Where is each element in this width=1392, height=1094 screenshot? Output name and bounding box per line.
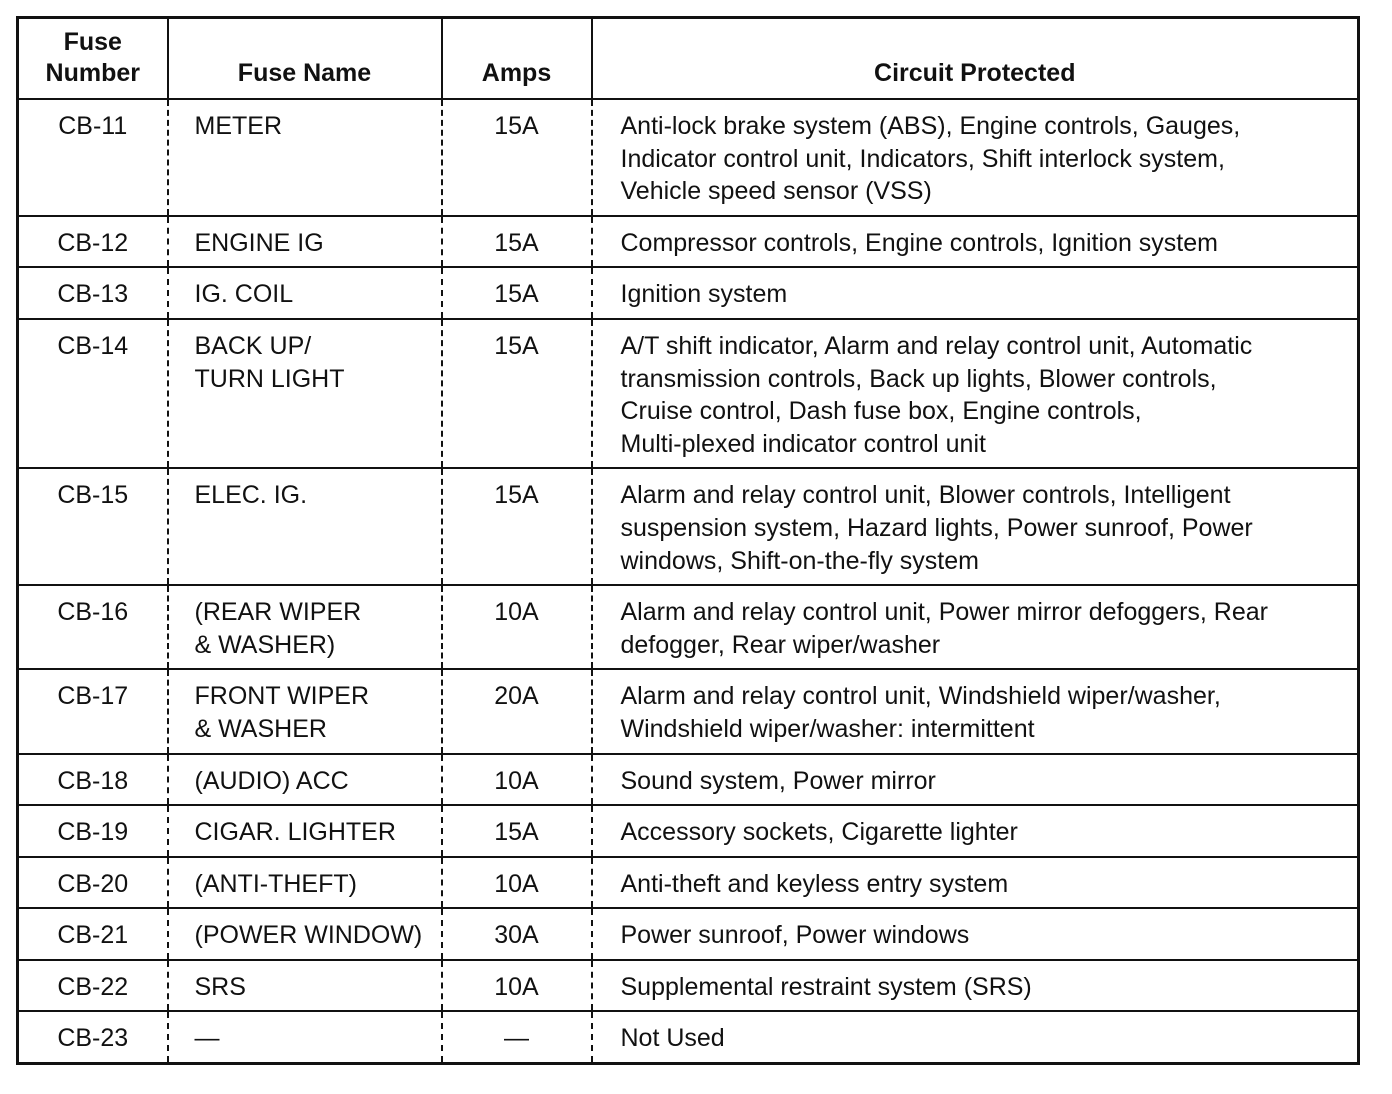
circuit-protected-line: suspension system, Hazard lights, Power sunroof, Power bbox=[620, 513, 1253, 542]
fuse-number-cell: CB-20 bbox=[18, 857, 168, 909]
fuse-amps-cell: 30A bbox=[442, 908, 592, 960]
fuse-name-cell bbox=[168, 585, 442, 669]
fuse-name-line: — bbox=[194, 1024, 220, 1053]
fuse-name-line: & WASHER) bbox=[194, 630, 336, 659]
fuse-amps-cell: 15A bbox=[442, 805, 592, 857]
circuit-protected-line: Ignition system bbox=[620, 280, 788, 309]
circuit-protected-line: Sound system, Power mirror bbox=[620, 766, 936, 795]
fuse-number-cell: CB-16 bbox=[18, 585, 168, 669]
fuse-name-line: (POWER WINDOW) bbox=[194, 921, 423, 950]
fuse-amps-cell: 15A bbox=[442, 267, 592, 319]
fuse-name-line: & WASHER bbox=[194, 714, 327, 743]
fuse-name-cell bbox=[168, 669, 442, 753]
circuit-protected-line: Cruise control, Dash fuse box, Engine controls, bbox=[620, 397, 1142, 426]
fuse-name-line: (REAR WIPER bbox=[194, 598, 362, 627]
fuse-amps-cell: — bbox=[442, 1011, 592, 1063]
circuit-protected-cell bbox=[592, 960, 1359, 1012]
circuit-protected-line: Accessory sockets, Cigarette lighter bbox=[620, 818, 1018, 847]
circuit-protected-line: Anti-lock brake system (ABS), Engine controls, Gauges, bbox=[620, 112, 1241, 140]
fuse-name-cell bbox=[168, 908, 442, 960]
circuit-protected-line: Not Used bbox=[620, 1024, 725, 1053]
fuse-name-cell bbox=[168, 960, 442, 1012]
circuit-protected-cell bbox=[592, 908, 1359, 960]
fuse-number-cell: CB-14 bbox=[18, 319, 168, 468]
fuse-number-cell: CB-23 bbox=[18, 1011, 168, 1063]
fuse-name-line: TURN LIGHT bbox=[194, 364, 345, 393]
circuit-protected-line: Anti-theft and keyless entry system bbox=[620, 869, 1009, 898]
table-row bbox=[18, 267, 1359, 319]
circuit-protected-line: Alarm and relay control unit, Windshield wiper/washer, bbox=[620, 682, 1221, 711]
circuit-protected-line: Indicator control unit, Indicators, Shift interlock system, bbox=[620, 144, 1225, 173]
fuse-name-cell bbox=[168, 805, 442, 857]
fuse-name-line: BACK UP/ bbox=[194, 331, 312, 360]
circuit-protected-cell bbox=[592, 1011, 1359, 1063]
fuse-amps-cell: 15A bbox=[442, 216, 592, 268]
fuse-table bbox=[16, 16, 1360, 1065]
fuse-name-cell bbox=[168, 857, 442, 909]
table-row bbox=[18, 669, 1359, 753]
table-row bbox=[18, 857, 1359, 909]
header-fuse-number bbox=[18, 18, 168, 100]
circuit-protected-cell bbox=[592, 754, 1359, 806]
fuse-name-cell bbox=[168, 216, 442, 268]
fuse-amps-cell: 15A bbox=[442, 99, 592, 216]
fuse-name-line: (ANTI-THEFT) bbox=[194, 869, 357, 898]
fuse-name-line: CIGAR. LIGHTER bbox=[194, 818, 396, 847]
circuit-protected-cell bbox=[592, 267, 1359, 319]
circuit-protected-line: Supplemental restraint system (SRS) bbox=[620, 972, 1032, 1001]
fuse-number-cell: CB-17 bbox=[18, 669, 168, 753]
circuit-protected-line: Windshield wiper/washer: intermittent bbox=[620, 714, 1035, 743]
circuit-protected-line: Power sunroof, Power windows bbox=[620, 921, 970, 950]
circuit-protected-cell bbox=[592, 216, 1359, 268]
fuse-number-cell: CB-21 bbox=[18, 908, 168, 960]
fuse-amps-cell: 10A bbox=[442, 754, 592, 806]
circuit-protected-cell bbox=[592, 857, 1359, 909]
fuse-amps-cell: 15A bbox=[442, 319, 592, 468]
table-row bbox=[18, 908, 1359, 960]
circuit-protected-cell bbox=[592, 805, 1359, 857]
circuit-protected-cell bbox=[592, 99, 1359, 216]
table-row bbox=[18, 99, 1359, 216]
fuse-number-cell: CB-18 bbox=[18, 754, 168, 806]
circuit-protected-line: Vehicle speed sensor (VSS) bbox=[620, 177, 932, 206]
table-row bbox=[18, 1011, 1359, 1063]
circuit-protected-cell bbox=[592, 468, 1359, 585]
fuse-name-line: (AUDIO) ACC bbox=[194, 766, 349, 795]
fuse-name-cell bbox=[168, 99, 442, 216]
fuse-name-cell bbox=[168, 1011, 442, 1063]
fuse-name-cell bbox=[168, 319, 442, 468]
fuse-number-cell: CB-12 bbox=[18, 216, 168, 268]
header-fuse-number-line2: Number bbox=[45, 59, 140, 87]
table-row bbox=[18, 468, 1359, 585]
circuit-protected-cell bbox=[592, 585, 1359, 669]
fuse-number-cell: CB-19 bbox=[18, 805, 168, 857]
fuse-name-line: METER bbox=[194, 112, 282, 140]
table-row bbox=[18, 216, 1359, 268]
fuse-number-cell: CB-15 bbox=[18, 468, 168, 585]
header-fuse-name: Fuse Name bbox=[168, 18, 442, 100]
fuse-name-line: FRONT WIPER bbox=[194, 682, 370, 711]
circuit-protected-line: Compressor controls, Engine controls, Ignition system bbox=[620, 228, 1218, 257]
circuit-protected-line: defogger, Rear wiper/washer bbox=[620, 630, 941, 659]
header-fuse-number-line1: Fuse bbox=[63, 28, 122, 56]
table-row bbox=[18, 319, 1359, 468]
header-amps: Amps bbox=[442, 18, 592, 100]
fuse-name-line: ENGINE IG bbox=[194, 228, 324, 257]
fuse-amps-cell: 10A bbox=[442, 857, 592, 909]
table-row bbox=[18, 960, 1359, 1012]
table-row bbox=[18, 805, 1359, 857]
fuse-name-cell bbox=[168, 468, 442, 585]
table-row bbox=[18, 585, 1359, 669]
circuit-protected-line: transmission controls, Back up lights, Blower controls, bbox=[620, 364, 1217, 393]
circuit-protected-line: A/T shift indicator, Alarm and relay control unit, Automatic bbox=[620, 331, 1253, 360]
circuit-protected-cell bbox=[592, 319, 1359, 468]
fuse-name-line: IG. COIL bbox=[194, 280, 294, 309]
fuse-name-line: SRS bbox=[194, 972, 246, 1001]
fuse-amps-cell: 10A bbox=[442, 585, 592, 669]
fuse-name-line: ELEC. IG. bbox=[194, 481, 308, 510]
fuse-name-cell bbox=[168, 267, 442, 319]
circuit-protected-cell bbox=[592, 669, 1359, 753]
fuse-amps-cell: 20A bbox=[442, 669, 592, 753]
circuit-protected-line: Multi-plexed indicator control unit bbox=[620, 429, 986, 458]
fuse-number-cell: CB-22 bbox=[18, 960, 168, 1012]
fuse-number-cell: CB-13 bbox=[18, 267, 168, 319]
fuse-name-cell bbox=[168, 754, 442, 806]
header-row bbox=[18, 18, 1359, 100]
header-circuit-protected: Circuit Protected bbox=[592, 18, 1359, 100]
fuse-amps-cell: 10A bbox=[442, 960, 592, 1012]
table-row bbox=[18, 754, 1359, 806]
circuit-protected-line: Alarm and relay control unit, Blower controls, Intelligent bbox=[620, 481, 1231, 510]
circuit-protected-line: windows, Shift-on-the-fly system bbox=[620, 546, 979, 575]
fuse-amps-cell: 15A bbox=[442, 468, 592, 585]
fuse-rows bbox=[18, 99, 1359, 1064]
fuse-number-cell: CB-11 bbox=[18, 99, 168, 216]
circuit-protected-line: Alarm and relay control unit, Power mirror defoggers, Rear bbox=[620, 598, 1268, 627]
